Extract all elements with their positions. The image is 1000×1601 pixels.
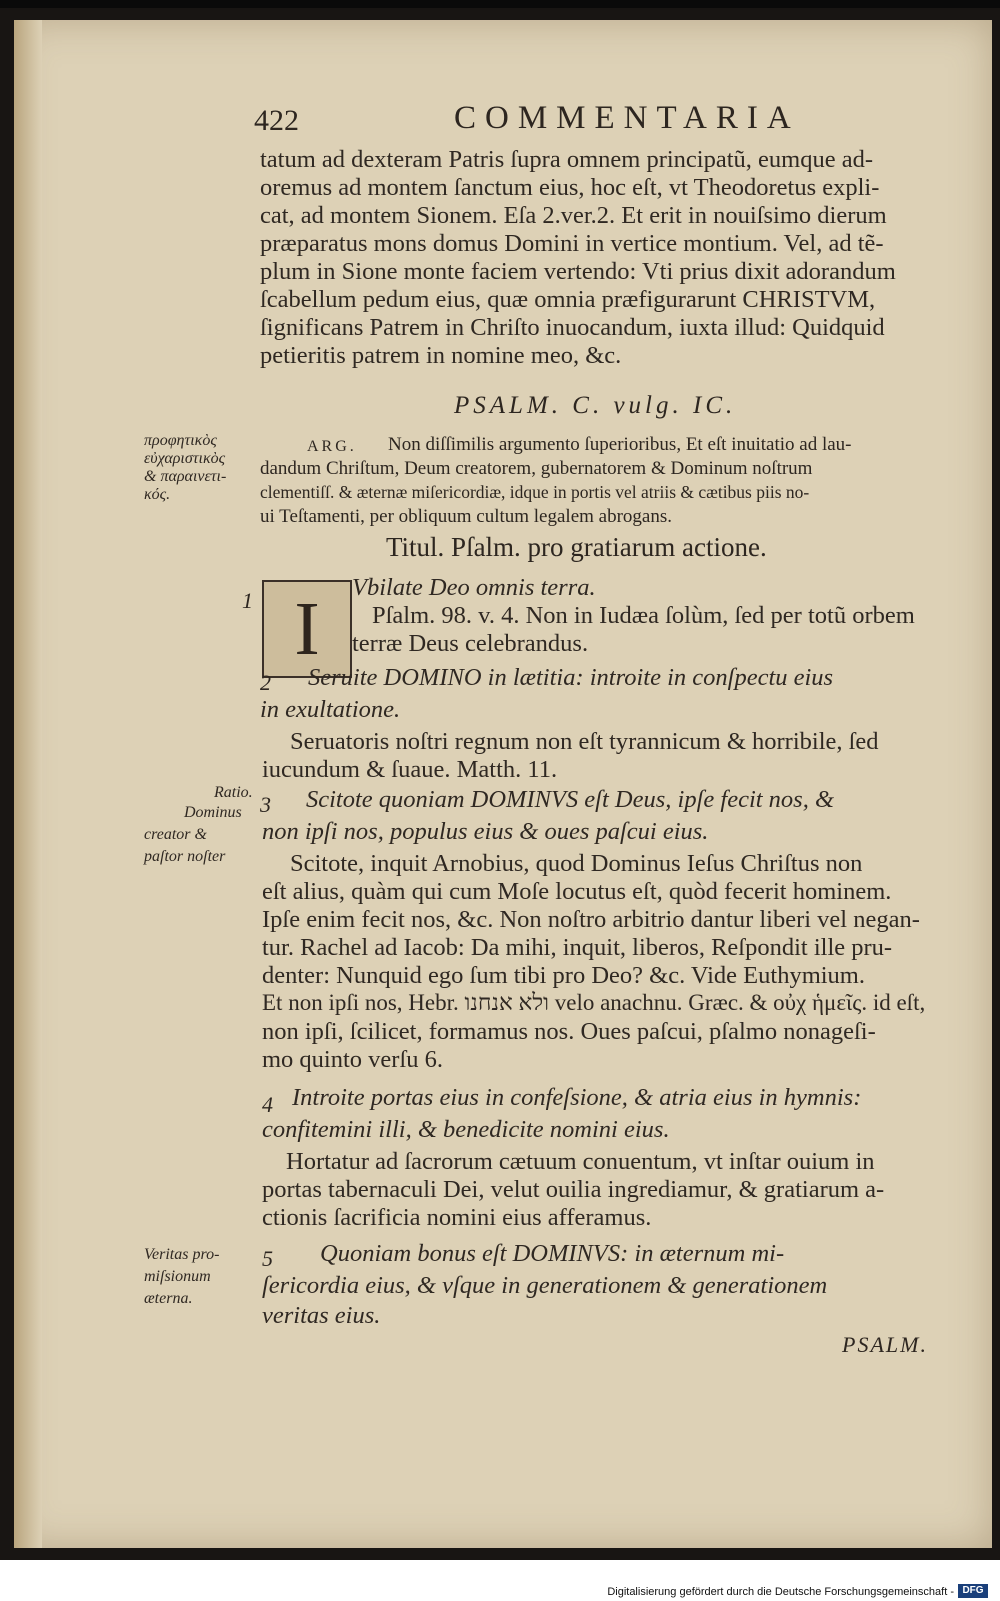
verse-text: Introite portas eius in confeſsione, & atria eius in hymnis:	[292, 1084, 862, 1111]
text-line: ſcabellum pedum eius, quæ omnia præfigurarunt CHRISTVM,	[260, 286, 876, 313]
verse-comment: iucundum & ſuaue. Matth. 11.	[262, 756, 558, 783]
margin-note: paſtor noſter	[144, 848, 226, 865]
book-page	[14, 20, 992, 1548]
margin-note: προφητικὸς	[144, 432, 217, 449]
verse-text: Quoniam bonus eſt DOMINVS: in æternum mi-	[320, 1240, 785, 1267]
argument-line: clementiſſ. & æternæ miſericordiæ, idque in portis vel atriis & cætibus piis no-	[260, 482, 810, 502]
margin-note: miſsionum	[144, 1268, 211, 1285]
text-line: præparatus mons domus Domini in vertice montium. Vel, ad tẽ-	[260, 230, 884, 257]
verse-comment: portas tabernaculi Dei, velut ouilia ingrediamur, & gratiarum a-	[262, 1176, 885, 1203]
verse-comment: ctionis ſacrificia nomini eius afferamus.	[262, 1204, 652, 1231]
verse-comment: Ipſe enim fecit nos, &c. Non noſtro arbitrio dantur liberi vel negan-	[262, 906, 920, 933]
verse-comment: terræ Deus celebrandus.	[352, 630, 589, 657]
page-gutter	[14, 20, 42, 1548]
argument-label: ARG.	[307, 438, 357, 455]
verse-comment: Scitote, inquit Arnobius, quod Dominus Ieſus Chriſtus non	[290, 850, 863, 877]
margin-note: creator &	[144, 826, 207, 843]
footer-credit: Digitalisierung gefördert durch die Deutsche Forschungsgemeinschaft -	[607, 1586, 954, 1598]
dfg-logo: DFG	[958, 1584, 988, 1598]
verse-text: in exultatione.	[260, 696, 401, 723]
margin-note: Ratio.	[214, 784, 253, 801]
verse-comment: tur. Rachel ad Iacob: Da mihi, inquit, liberos, Reſpondit ille pru-	[262, 934, 893, 961]
argument-line: ui Teſtamenti, per obliquum cultum legalem abrogans.	[260, 506, 672, 527]
text-line: plum in Sione monte faciem vertendo: Vti prius dixit adorandum	[260, 258, 896, 285]
verse-number: 1	[242, 588, 253, 613]
verse-text: ſericordia eius, & vſque in generationem & generationem	[262, 1272, 828, 1299]
margin-note: κός.	[144, 486, 171, 503]
verse-text: Seruite DOMINO in lætitia: introite in conſpectu eius	[308, 664, 834, 691]
verse-text: Vbilate Deo omnis terra.	[352, 574, 596, 601]
psalm-title-line: Titul. Pſalm. pro gratiarum actione.	[386, 532, 767, 562]
decorated-initial: I	[262, 580, 352, 678]
verse-text: non ipſi nos, populus eius & oues paſcui eius.	[262, 818, 709, 845]
verse-number: 5	[262, 1246, 273, 1271]
page-number: 422	[254, 104, 299, 137]
argument-line: Non diſſimilis argumento ſuperioribus, Et eſt inuitatio ad lau-	[388, 434, 852, 455]
verse-comment: Pſalm. 98. v. 4. Non in Iudæa ſolùm, ſed per totũ orbem	[372, 602, 915, 629]
running-title: COMMENTARIA	[454, 100, 800, 136]
margin-note: εὐχαριστικὸς	[144, 450, 226, 467]
verse-number: 2	[260, 670, 271, 695]
margin-note: Veritas pro-	[144, 1246, 220, 1263]
verse-number: 4	[262, 1092, 273, 1117]
verse-comment: Hortatur ad ſacrorum cætuum conuentum, vt inſtar ouium in	[286, 1148, 875, 1175]
argument-line: dandum Chriſtum, Deum creatorem, gubernatorem & Dominum noſtrum	[260, 458, 813, 479]
verse-comment: denter: Nunquid ego ſum tibi pro Deo? &c. Vide Euthymium.	[262, 962, 865, 989]
verse-text: Scitote quoniam DOMINVS eſt Deus, ipſe fecit nos, &	[306, 786, 835, 813]
catchword: PSALM.	[842, 1332, 928, 1357]
verse-text: veritas eius.	[262, 1302, 381, 1329]
text-line: oremus ad montem ſanctum eius, hoc eſt, vt Theodoretus expli-	[260, 174, 880, 201]
verse-number: 3	[260, 792, 271, 817]
verse-comment: Seruatoris noſtri regnum non eſt tyrannicum & horribile, ſed	[290, 728, 879, 755]
margin-note: & παραινετι-	[144, 468, 227, 485]
verse-comment: eſt alius, quàm qui cum Moſe locutus eſt, quòd fecerit hominem.	[262, 878, 892, 905]
text-line: petieritis patrem in nomine meo, &c.	[260, 342, 622, 369]
psalm-heading: PSALM. C. vulg. IC.	[454, 392, 737, 419]
text-line: ſignificans Patrem in Chriſto inuocandum, iuxta illud: Quidquid	[260, 314, 885, 341]
margin-note: Dominus	[184, 804, 242, 821]
verse-comment: non ipſi, ſcilicet, formamus nos. Oues paſcui, pſalmo nonageſi-	[262, 1018, 876, 1045]
margin-note: æterna.	[144, 1290, 193, 1307]
text-line: tatum ad dexteram Patris ſupra omnem principatũ, eumque ad-	[260, 146, 873, 173]
verse-text: confitemini illi, & benedicite nomini eius.	[262, 1116, 670, 1143]
verse-comment: mo quinto verſu 6.	[262, 1046, 444, 1073]
verse-comment: Et non ipſi nos, Hebr. ולא אנחנו velo anachnu. Græc. & οὐχ ἡμεῖς. id eſt,	[262, 990, 926, 1015]
text-line: cat, ad montem Sionem. Eſa 2.ver.2. Et erit in nouiſsimo dierum	[260, 202, 887, 229]
